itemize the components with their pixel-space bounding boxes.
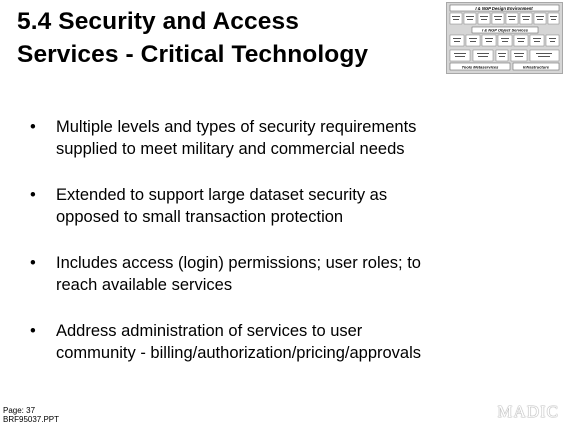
slide-title-line1: 5.4 Security and Access	[17, 8, 299, 35]
bullet-item	[30, 320, 550, 364]
bullet-icon: •	[30, 118, 36, 136]
bullet-icon: •	[30, 322, 36, 340]
bullet-item	[30, 252, 550, 296]
bullet-text-line2: supplied to meet military and commercial needs	[56, 140, 405, 158]
slide-title-line2: Services - Critical Technology	[17, 41, 369, 68]
bullet-text-line1: Multiple levels and types of security requirements	[56, 118, 417, 136]
slide-title	[17, 5, 442, 71]
file-name: BRF95037.PPT	[3, 415, 60, 424]
bullet-text-line2: community - billing/authorization/pricing/approvals	[56, 344, 422, 362]
bullet-icon: •	[30, 254, 36, 272]
bullet-text-line2: reach available services	[56, 276, 233, 294]
bullet-item	[30, 116, 550, 160]
slide-footer	[3, 406, 59, 424]
bullet-text-line1: Includes access (login) permissions; user roles; to	[56, 254, 421, 272]
thumbnail-subheader: I & NGP Object Services	[482, 27, 528, 33]
thumbnail-header: I & NGP Design Environment	[475, 5, 533, 11]
bullet-list	[30, 116, 550, 388]
bullet-text-line2: opposed to small transaction protection	[56, 208, 344, 226]
thumbnail-label-left: Tools Metaservices	[461, 64, 499, 70]
page-number: Page: 37	[3, 406, 36, 415]
thumbnail-label-right: Infrastructure	[522, 64, 550, 70]
architecture-thumbnail	[446, 2, 563, 74]
brand-logo: MADIC	[497, 402, 559, 421]
bullet-text-line1: Extended to support large dataset security as	[56, 186, 388, 204]
bullet-text-line1: Address administration of services to user	[56, 322, 363, 340]
bullet-icon: •	[30, 186, 36, 204]
bullet-item	[30, 184, 550, 228]
